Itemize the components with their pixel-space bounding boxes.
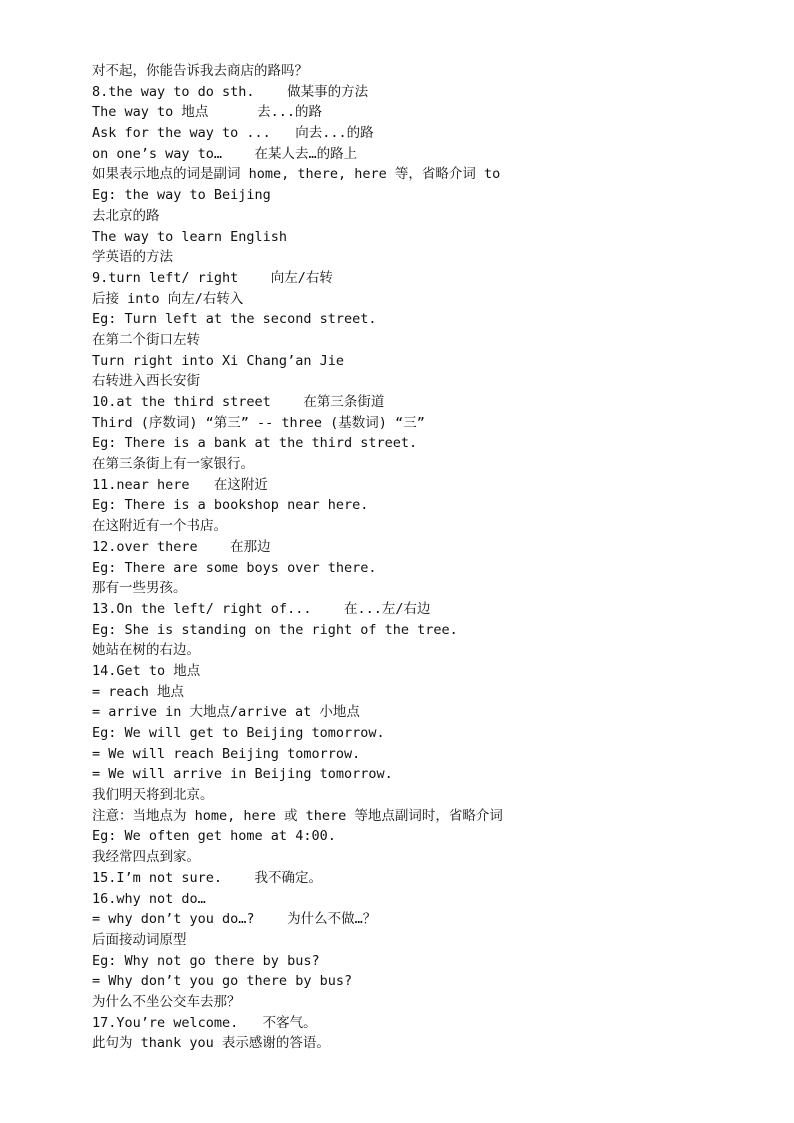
text-line: 在这附近有一个书店。	[92, 518, 227, 535]
text-line: Eg: She is standing on the right of the tree.	[92, 621, 458, 638]
text-line: 13.On the left/ right of... 在...左/右边	[92, 600, 431, 617]
text-line: 此句为 thank you 表示感谢的答语。	[92, 1035, 330, 1052]
document-page	[92, 61, 752, 1054]
text-line: 11.near here 在这附近	[92, 476, 268, 493]
text-line: Eg: We often get home at 4:00.	[92, 828, 336, 845]
text-line: = We will arrive in Beijing tomorrow.	[92, 766, 393, 783]
text-line: 17.You’re welcome. 不客气。	[92, 1014, 317, 1031]
text-line: 后接 into 向左/右转入	[92, 290, 244, 307]
text-line: 那有一些男孩。	[92, 580, 187, 597]
text-line: 去北京的路	[92, 207, 160, 224]
text-line: Eg: There is a bank at the third street.	[92, 435, 418, 452]
text-line: = arrive in 大地点/arrive at 小地点	[92, 704, 360, 721]
text-line: = reach 地点	[92, 683, 185, 700]
text-line: 学英语的方法	[92, 249, 173, 266]
text-line: 她站在树的右边。	[92, 642, 200, 659]
text-line: 在第二个街口左转	[92, 331, 200, 348]
text-line: 14.Get to 地点	[92, 662, 201, 679]
text-line: = why don’t you do…? 为什么不做…？	[92, 911, 377, 928]
text-line: Third (序数词) “第三” -- three (基数词) “三”	[92, 414, 425, 431]
text-line: Eg: the way to Beijing	[92, 187, 271, 204]
text-line: Eg: There are some boys over there.	[92, 559, 377, 576]
text-line: 如果表示地点的词是副词 home, there, here 等，省略介词 to	[92, 166, 501, 183]
text-line: 右转进入西长安街	[92, 373, 200, 390]
text-line: on one’s way to… 在某人去…的路上	[92, 145, 358, 162]
text-line: Eg: We will get to Beijing tomorrow.	[92, 725, 385, 741]
text-line: 9.turn left/ right 向左/右转	[92, 269, 333, 286]
text-line: 在第三条街上有一家银行。	[92, 456, 254, 473]
text-line: 12.over there 在那边	[92, 538, 271, 555]
text-line: = We will reach Beijing tomorrow.	[92, 745, 361, 762]
text-line: = Why don’t you go there by bus?	[92, 973, 353, 990]
text-line: Eg: Turn left at the second street.	[92, 311, 377, 328]
text-line: Turn right into Xi Chang’an Jie	[92, 352, 344, 369]
text-line: 16.why not do…	[92, 890, 206, 907]
text-line: 后面接动词原型	[92, 931, 187, 948]
text-line: Eg: Why not go there by bus?	[92, 952, 320, 969]
text-line: 为什么不坐公交车去那？	[92, 993, 241, 1010]
text-line: 我们明天将到北京。	[92, 787, 214, 804]
text-line: Eg: There is a bookshop near here.	[92, 497, 369, 514]
text-line: 我经常四点到家。	[92, 849, 200, 866]
text-line: 8.the way to do sth. 做某事的方法	[92, 83, 369, 100]
text-line: 10.at the third street 在第三条街道	[92, 394, 385, 410]
text-line: The way to 地点 去...的路	[92, 104, 323, 121]
text-line: 15.I’m not sure. 我不确定。	[92, 869, 323, 886]
text-line: 对不起，你能告诉我去商店的路吗？	[92, 63, 308, 79]
text-line: 注意：当地点为 home, here 或 there 等地点副词时，省略介词	[92, 807, 503, 824]
text-line: The way to learn English	[92, 228, 288, 245]
text-line: Ask for the way to ... 向去...的路	[92, 125, 374, 142]
